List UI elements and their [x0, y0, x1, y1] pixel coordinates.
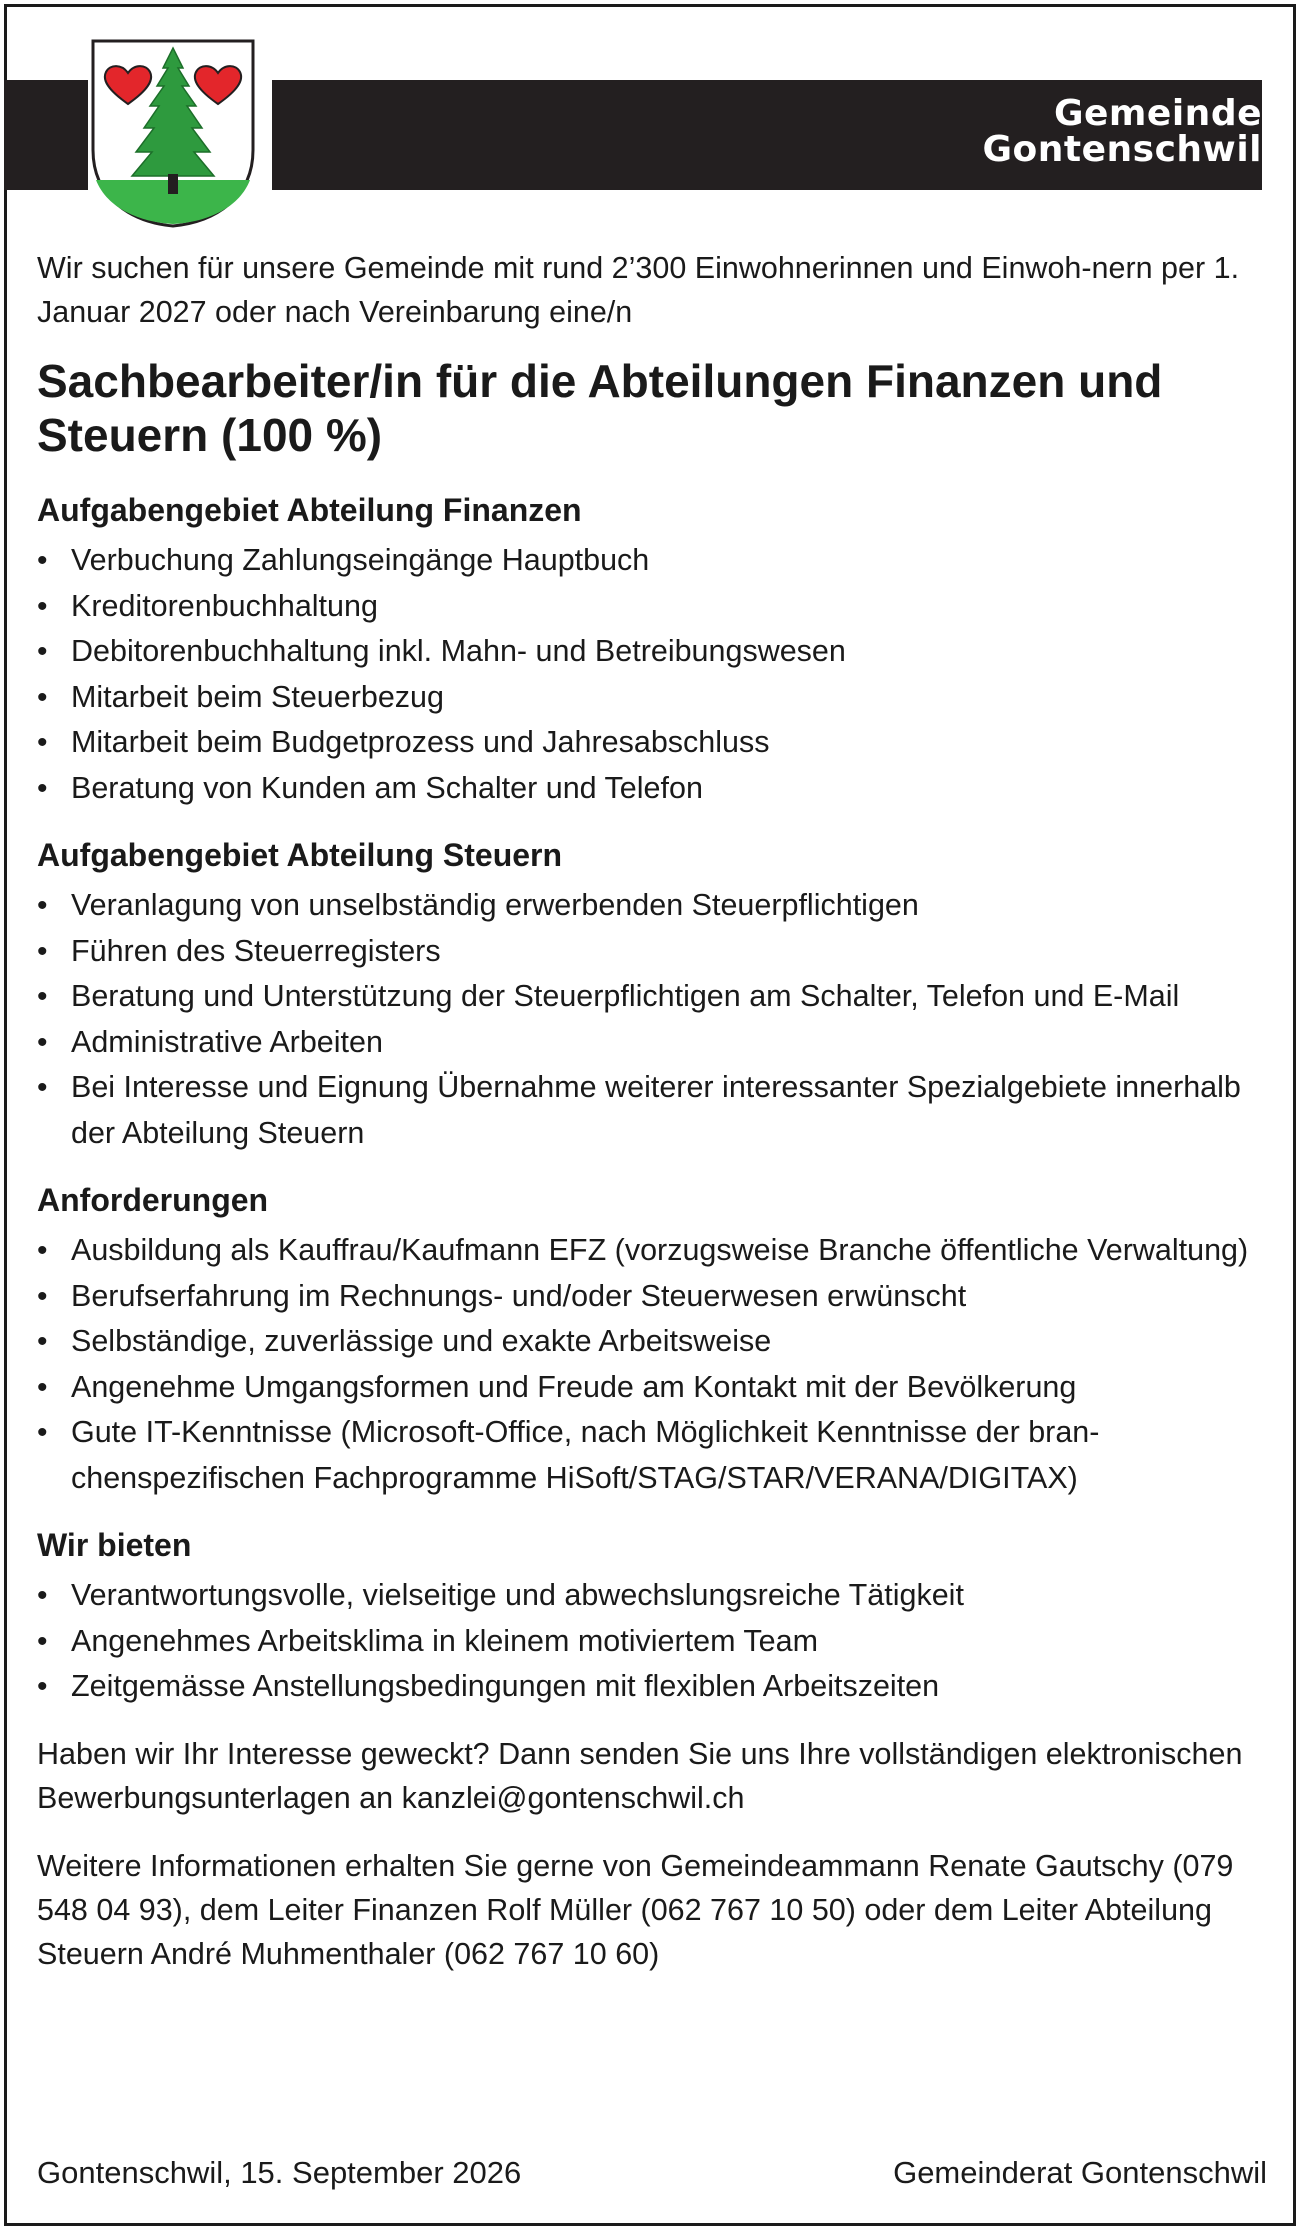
- offer-list: [37, 1573, 1267, 1710]
- municipality-name-line2: Gontenschwil: [982, 129, 1262, 170]
- place-date: Gontenschwil, 15. September 2026: [37, 2155, 522, 2190]
- list-item: • Zeitgemässe Anstellungsbedingungen mit flexiblen Arbeitszeiten: [37, 1664, 1267, 1710]
- contact-text: Weitere Informationen erhalten Sie gerne von Gemeindeammann Renate Gautschy (079 548 04 93), dem Leiter Finanzen Rolf Müller (062 767 10 50) oder dem Leiter Abteilung Steuern André Muhmenthaler (062 767 10 60): [37, 1848, 1234, 1971]
- signature: Gemeinderat Gontenschwil: [893, 2155, 1267, 2190]
- list-item: • Verbuchung Zahlungseingänge Hauptbuch: [37, 538, 1267, 584]
- list-item: • Debitorenbuchhaltung inkl. Mahn- und Betreibungswesen: [37, 629, 1267, 675]
- section-heading: Aufgabengebiet Abteilung Steuern: [37, 837, 563, 873]
- list-item: • Gute IT-Kenntnisse (Microsoft-Office, nach Möglichkeit Kenntnisse der bran-chenspezifischen Fachprogramme HiSoft/STAG/STAR/VERANA/DIGITAX): [37, 1410, 1267, 1501]
- list-item: • Beratung von Kunden am Schalter und Telefon: [37, 766, 1267, 812]
- application-text: Haben wir Ihr Interesse geweckt? Dann senden Sie uns Ihre vollständigen elektronischen Bewerbungsunterlagen an kanzlei@gontenschwil.ch: [37, 1736, 1243, 1815]
- list-item: • Bei Interesse und Eignung Übernahme weiterer interessanter Spezialgebiete innerhalb der Abteilung Steuern: [37, 1065, 1267, 1156]
- list-item: • Beratung und Unterstützung der Steuerpflichtigen am Schalter, Telefon und E-Mail: [37, 974, 1267, 1020]
- task-list: [37, 538, 1267, 811]
- section-finanzen: [37, 488, 1267, 811]
- list-item: • Führen des Steuerregisters: [37, 929, 1267, 975]
- list-item: • Mitarbeit beim Budgetprozess und Jahresabschluss: [37, 720, 1267, 766]
- section-anforderungen: [37, 1178, 1267, 1501]
- municipality-name-line1: Gemeinde: [1053, 93, 1262, 134]
- coat-of-arms-logo: [90, 38, 256, 228]
- municipality-name: [982, 93, 1263, 170]
- section-heading: Anforderungen: [37, 1182, 269, 1218]
- intro-text: Wir suchen für unsere Gemeinde mit rund 2’300 Einwohnerinnen und Einwoh-nern per 1. Januar 2027 oder nach Vereinbarung eine/n: [37, 251, 1240, 329]
- list-item: • Verantwortungsvolle, vielseitige und abwechslungsreiche Tätigkeit: [37, 1573, 1267, 1619]
- ad-content: [37, 246, 1267, 1976]
- list-item: • Veranlagung von unselbständig erwerbenden Steuerpflichtigen: [37, 883, 1267, 929]
- list-item: • Kreditorenbuchhaltung: [37, 584, 1267, 630]
- list-item: • Mitarbeit beim Steuerbezug: [37, 675, 1267, 721]
- section-heading: Aufgabengebiet Abteilung Finanzen: [37, 492, 582, 528]
- task-list: [37, 883, 1267, 1156]
- list-item: • Angenehmes Arbeitsklima in kleinem motiviertem Team: [37, 1619, 1267, 1665]
- job-title: Sachbearbeiter/in für die Abteilungen Finanzen und Steuern (100 %): [37, 355, 1163, 461]
- section-heading: Wir bieten: [37, 1527, 192, 1563]
- section-steuern: [37, 833, 1267, 1156]
- list-item: • Administrative Arbeiten: [37, 1020, 1267, 1066]
- list-item: • Selbständige, zuverlässige und exakte Arbeitsweise: [37, 1319, 1267, 1365]
- list-item: • Ausbildung als Kauffrau/Kaufmann EFZ (vorzugsweise Branche öffentliche Verwaltung): [37, 1228, 1267, 1274]
- requirements-list: [37, 1228, 1267, 1501]
- list-item: • Berufserfahrung im Rechnungs- und/oder Steuerwesen erwünscht: [37, 1274, 1267, 1320]
- section-wir-bieten: [37, 1523, 1267, 1710]
- list-item: • Angenehme Umgangsformen und Freude am Kontakt mit der Bevölkerung: [37, 1365, 1267, 1411]
